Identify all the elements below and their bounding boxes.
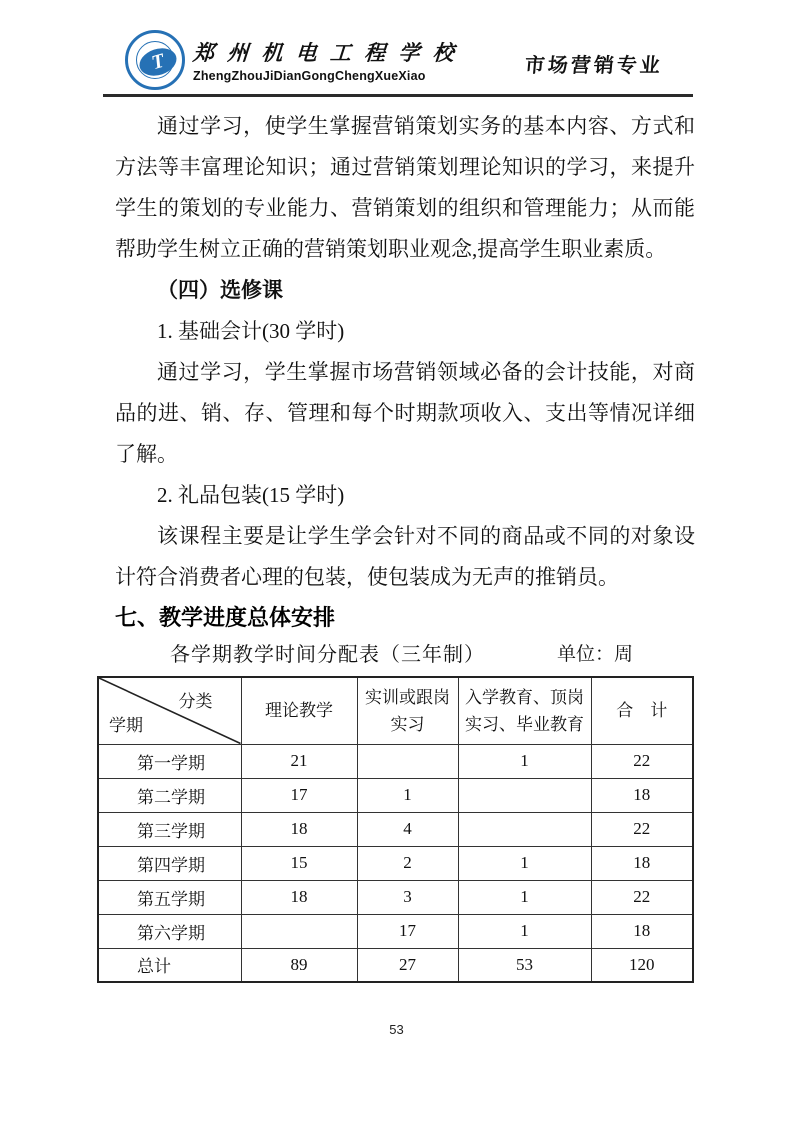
table-cell: [241, 914, 357, 948]
table-cell: 17: [357, 914, 458, 948]
table-cell: 第三学期: [98, 812, 241, 846]
school-logo-icon: [125, 30, 185, 90]
major-title: 市场营销专业: [523, 55, 664, 77]
table-cell: [357, 744, 458, 778]
table-cell: 第二学期: [98, 778, 241, 812]
table-row-total: [98, 948, 693, 982]
table-cell: 53: [458, 948, 591, 982]
table-cell: 18: [241, 812, 357, 846]
table-cell: 3: [357, 880, 458, 914]
table-caption: 各学期教学时间分配表（三年制）: [170, 644, 485, 666]
table-cell: 第一学期: [98, 744, 241, 778]
table-cell: 18: [591, 914, 693, 948]
table-cell: 1: [458, 846, 591, 880]
document-body: [109, 106, 695, 983]
table-cell: 1: [357, 778, 458, 812]
page-number: 53: [389, 1022, 404, 1037]
table-unit-label: 单位：周: [556, 644, 633, 665]
table-row: [98, 914, 693, 948]
course1-description: 通过学习，学生掌握市场营销领域必备的会计技能，对商品的进、销、存、管理和每个时期款项收入、支出等情况详细了解。: [115, 360, 695, 466]
table-row: [98, 880, 693, 914]
column-header-training: 实训或跟岗 实习: [357, 677, 458, 744]
table-cell: 总计: [98, 948, 241, 982]
course2-description: 该课程主要是让学生学会针对不同的商品或不同的对象设计符合消费者心理的包装，使包装成为无声的推销员。: [115, 524, 695, 589]
table-cell: 21: [241, 744, 357, 778]
corner-label-category: 分类: [178, 692, 213, 711]
table-header-row: [98, 677, 693, 744]
teaching-schedule-table: [97, 676, 694, 983]
school-pinyin: ZhengZhouJiDianGongChengXueXiao: [193, 69, 426, 83]
table-cell: 17: [241, 778, 357, 812]
table-cell: 120: [591, 948, 693, 982]
column-header-education: 入学教育、顶岗 实习、毕业教育: [458, 677, 591, 744]
table-caption-row: [115, 638, 695, 672]
table-cell: 22: [591, 880, 693, 914]
corner-label-semester: 学期: [109, 715, 143, 735]
intro-paragraph: 通过学习，使学生掌握营销策划实务的基本内容、方式和方法等丰富理论知识；通过营销策划理论知识的学习，来提升学生的策划的专业能力、营销策划的组织和管理能力；从而能帮助学生树立正确的营销策划职业观念,提高学生职业素质。: [115, 114, 695, 261]
table-cell: 2: [357, 846, 458, 880]
section7-heading: 七、教学进度总体安排: [115, 605, 336, 630]
table-cell: 22: [591, 744, 693, 778]
table-cell: 18: [591, 778, 693, 812]
table-cell: 1: [458, 914, 591, 948]
table-cell: [458, 778, 591, 812]
table-row: [98, 812, 693, 846]
school-text-block: [193, 37, 458, 83]
table-cell: 1: [458, 744, 591, 778]
page-header: [103, 0, 693, 97]
section4-heading: （四）选修课: [157, 278, 283, 302]
table-row: [98, 778, 693, 812]
school-name: 郑 州 机 电 工 程 学 校: [192, 41, 459, 65]
table-cell: 1: [458, 880, 591, 914]
column-header-theory: 理论教学: [241, 677, 357, 744]
course2-title: 2. 礼品包装(15 学时): [157, 483, 345, 507]
course1-title: 1. 基础会计(30 学时): [157, 319, 345, 343]
table-cell: 18: [591, 846, 693, 880]
table-cell: 89: [241, 948, 357, 982]
table-cell: 18: [241, 880, 357, 914]
table-cell: 4: [357, 812, 458, 846]
logo-letter: T: [149, 49, 167, 75]
table-row: [98, 846, 693, 880]
corner-header-cell: [98, 677, 241, 744]
table-cell: 第六学期: [98, 914, 241, 948]
table-cell: 第五学期: [98, 880, 241, 914]
table-cell: 15: [241, 846, 357, 880]
table-row: [98, 744, 693, 778]
school-brand: [125, 30, 458, 90]
table-cell: 第四学期: [98, 846, 241, 880]
table-cell: 27: [357, 948, 458, 982]
table-cell: [458, 812, 591, 846]
column-header-total: 合 计: [591, 677, 693, 744]
table-cell: 22: [591, 812, 693, 846]
